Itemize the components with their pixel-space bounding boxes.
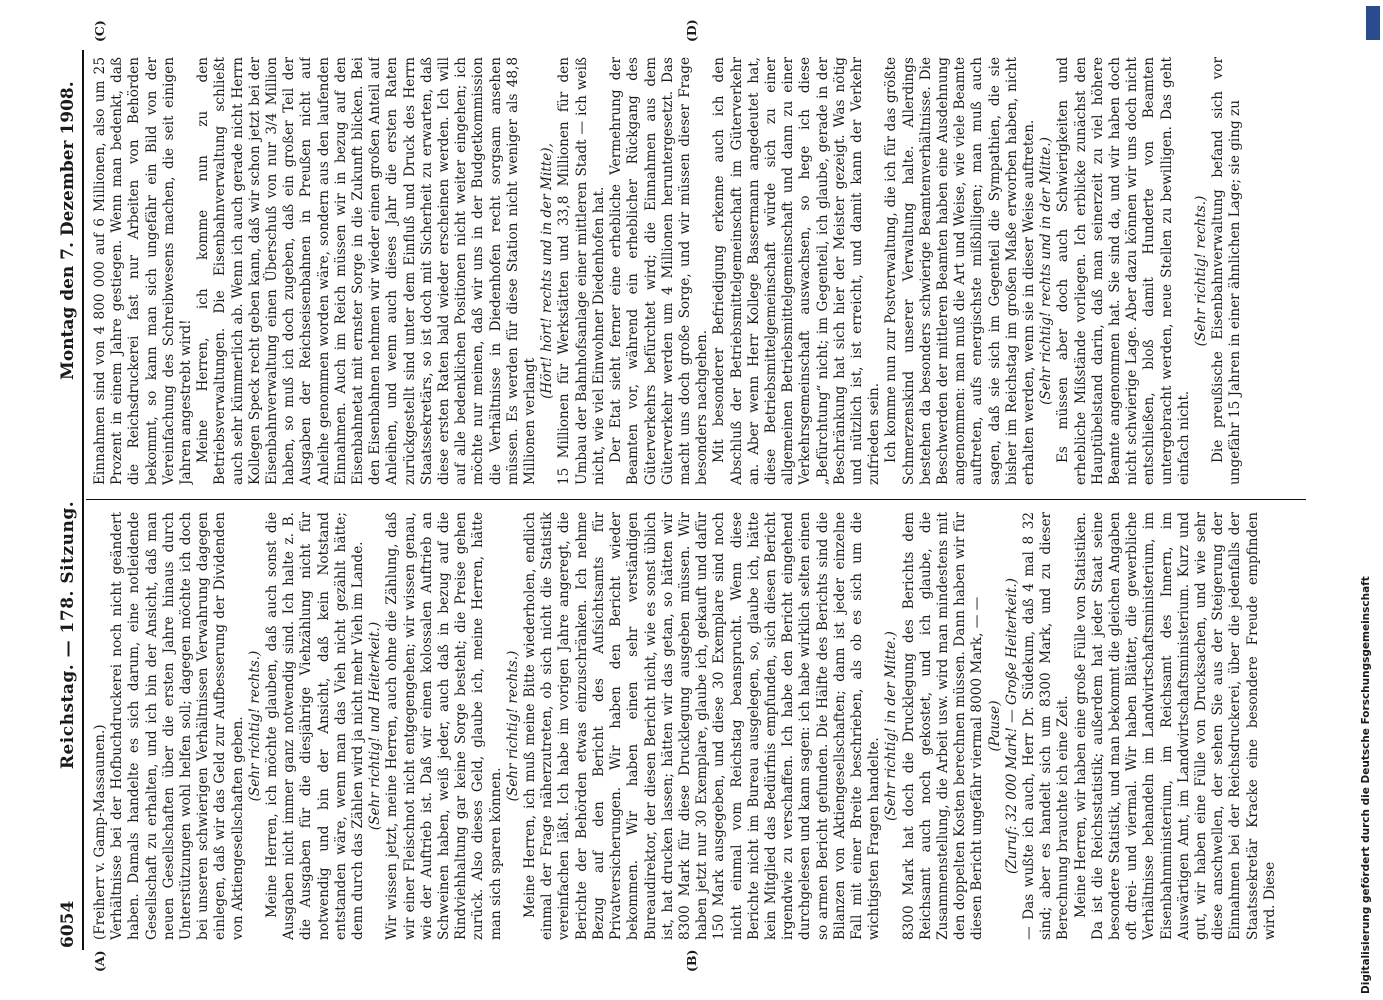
interjection: (Pause)	[986, 700, 1003, 752]
paragraph: Ich komme nun zur Postverwaltung, die ich für das größte Schmerzenskind unserer Verwaltung halte. Allerdings bestehen da besonders schwierige Beamtenverhältnisse. Die Beschwerden der mittleren Beamten haben eine Ausdehnung angenommen: man muß die Art und Weise, wie viele Beamte auftreten, aufs energischste mißbilligen; man muß auch sagen, daß sie sich im Gegenteil die Sympathien, die sie bisher im Reichstag im großen Maße erworben haben, nicht erhalten werden, wenn sie in dieser Weise auftreten.	[883, 57, 1037, 485]
margin-mark-d: (D)	[684, 19, 699, 42]
paragraph: Verhältnisse bei der Hofbuchdruckerei noch nicht geändert haben. Damals handelte es sich darum, eine notleidende Gesellschaft zu erhalten, und ich bin der Ansicht, daß man neuen Gesellschaften über die ersten Jahre hinaus durch Unterstützungen wohl helfen soll; dagegen möchte ich doch bei unseren schwierigen Verhältnissen Verwahrung dagegen einlegen, daß wir das Geld zur Aufbesserung der Dividenden von Aktiengesellschaften geben.	[109, 512, 246, 940]
paragraph: Mit besonderer Befriedigung erkenne auch ich den Abschluß der Betriebsmittelgemeinschaft im Güterverkehr an. Aber wenn Herr Kollege Bassermann angedeutet hat, diese Betriebsmittelgemeinschaft würde sich zu einer allgemeinen Betriebsmittelgemeinschaft und dann zu einer Verkehrsgemeinschaft auswachsen, so hege ich diese „Befürchtung“ nicht; im Gegenteil, ich glaube, gerade in der Beschränkung hat sich hier der Meister gezeigt. Was nötig und nützlich ist, ist erreicht, und damit kann der Verkehr zufrieden sein.	[711, 57, 883, 485]
interjection: (Sehr richtig! und Heiterkeit.)	[367, 621, 384, 831]
paragraph: — Das wußte ich auch, Herr Dr. Südekum, daß 4 mal 8 32 sind; aber es handelt sich um 8300 Mark, und zu dieser Berechnung brauchte ich eine Zeit.	[1020, 512, 1072, 940]
page-number: 6054	[58, 900, 78, 948]
right-text-column	[92, 57, 1302, 485]
paragraph: 8300 Mark hat doch die Drucklegung des Berichts dem Reichsamt auch noch gekostet, und ich glaube, die Zusammenstellung, die Arbeit usw. wird man mindestens mit den doppelten Kosten berechnen müssen. Dann haben wir für diesen Bericht ungefähr viermal 8000 Mark, — —	[900, 512, 986, 940]
digitization-credit	[1360, 6, 1380, 994]
paragraph: Der Etat sieht ferner eine erhebliche Vermehrung der Beamten vor, während ein erheblicher Rückgang des Güterverkehrs befürchtet wird; die Einnahmen aus dem Güterverkehr werden um 4 Millionen heruntergesetzt. Das macht uns doch große Sorge, und wir müssen dieser Frage besonders nachgehen.	[608, 57, 711, 485]
interjection: (Sehr richtig! rechts.)	[246, 650, 263, 802]
paragraph: (Freiherr v. Gamp-Massaunen.)	[92, 724, 108, 940]
paragraph: Meine Herren, ich möchte glauben, daß auch sonst die Ausgaben nicht immer ganz notwendig sind. Ich halte z. B. die Ausgaben für die diesjährige Viehzählung nicht für notwendig und bin der Ansicht, daß kein Notstand entstanden wäre, wenn man das Vieh nicht gezählt hätte; denn durch das Zählen wird ja nicht mehr Vieh im Lande.	[264, 512, 367, 940]
paragraph: Wir wissen jetzt, meine Herren, auch ohne die Zählung, daß wir einer Fleischnot nicht entgegengehen; wir wissen genau, wie der Auftrieb ist. Daß wir einen kolossalen Auftrieb an Schweinen haben, weiß jeder, auch daß in bezug auf die Rindviehhaltung gar keine Sorge besteht; die Preise gehen zurück. Also dieses Geld, glaube ich, meine Herren, hätte man sich sparen können.	[384, 512, 504, 940]
session-date: Montag den 7. Dezember 1908.	[58, 81, 78, 380]
header-rule	[82, 50, 84, 950]
paragraph: Meine Herren, ich komme nun zu den Betriebsverwaltungen. Die Eisenbahnverwaltung schließt auch sehr kümmerlich ab. Wenn ich auch gerade nicht Herrn Kollegen Speck recht geben kann, daß wir schon jetzt bei der Eisenbahnverwaltung einen Überschuß von nur 3/4 Million haben, so muß ich doch zugeben, daß ein großer Teil der Ausgaben der Reichseisenbahnen in Preußen nicht auf Anleihe genommen worden wäre, sondern aus den laufenden Einnahmen. Auch im Reich müssen wir in bezug auf den Eisenbahnetat mit ernster Sorge in die Zukunft blicken. Bei den Eisenbahnen nehmen wir wieder einen großen Anteil auf Anleihen, und wenn auch dieses Jahr die ersten Raten zurückgestellt sind unter dem Einfluß und Druck des Herrn Staatssekretärs, so ist doch mit Sicherheit zu erwarten, daß diese ersten Raten bald wieder erscheinen werden. Ich will auf alle bedenklichen Positionen nicht weiter eingehen; ich möchte nur meinen, daß wir uns in der Budgetkommission die Verhältnisse in Diedenhofen recht sorgsam ansehen müssen. Es werden für diese Station nicht weniger als 48,8 Millionen verlangt	[195, 57, 539, 485]
interjection: (Hört! hört! rechts und in der Mitte),	[539, 143, 556, 399]
paragraph: 15 Millionen für Werkstätten und 33,8 Millionen für den Umbau der Bahnhofsanlage einer mittleren Stadt — ich weiß nicht, wie viel Einwohner Diedenhofen hat.	[556, 57, 607, 485]
session-title: Reichstag. — 178. Sitzung.	[58, 500, 78, 770]
interjection: (Sehr richtig! rechts.)	[504, 650, 521, 802]
interjection: (Zuruf: 32 000 Mark! — Große Heiterkeit.)	[1003, 578, 1020, 874]
column-divider	[86, 499, 1306, 500]
interjection: (Sehr richtig! rechts.)	[1193, 195, 1209, 347]
margin-mark-c: (C)	[92, 20, 107, 42]
paragraph: Meine Herren, ich muß meine Bitte wiederholen, endlich einmal der Frage näherzutreten, ob sich nicht die Statistik vereinfachen läßt. Ich habe im vorigen Jahre angeregt, die Berichte der Behörden etwas einzuschränken. Ich nehme Bezug auf den Bericht des Aufsichtsamts für Privatversicherungen. Wir haben den Bericht wieder bekommen. Wir haben einen sehr verständigen Bureaudirektor, der diesen Bericht nicht, wie es sonst üblich ist, hat drucken lassen; hätten wir das getan, so hätten wir 8300 Mark für diese Drucklegung ausgeben müssen. Wir haben jetzt nur 30 Exemplare, glaube ich, gekauft und dafür 150 Mark ausgegeben, und diese 30 Exemplare sind noch nicht einmal vom Reichstag beansprucht. Wenn diese Berichte nicht im Bureau ausgelegen, so, glaube ich, hätte kein Mitglied das Bedürfnis empfunden, sich diesen Bericht irgendwie zu verschaffen. Ich habe den Bericht eingehend durchgelesen und kann sagen: ich habe wirklich selten einen so armen Bericht gefunden. Die Hälfte des Berichts sind die Bilanzen von Aktiengesellschaften; dann ist jeder einzelne Fall mit einer Breite beschrieben, als ob es sich um die wichtigsten Fragen handelte.	[522, 512, 883, 940]
paragraph: Meine Herren, wir haben eine große Fülle von Statistiken. Da ist die Reichsstatistik; außerdem hat jeder Staat seine besondere Statistik, und man bekommt die gleichen Angaben oft drei- und viermal. Wir haben Blätter, die gewerbliche Verhältnisse behandeln im Landwirtschaftsministerium, im Eisenbahnministerium, im Reichsamt des Innern, im Auswärtigen Amt, im Landwirtschaftsministerium. Kurz und gut, wir haben eine Fülle von Drucksachen, und wie sehr diese anschwellen, der sehen Sie aus der Steigerung der Einnahmen bei der Reichsdruckerei, über die jedenfalls der Staatssekretär Kracke eine besondere Freude empfinden wird. Diese	[1072, 512, 1278, 940]
paragraph: Es müssen aber doch auch Schwierigkeiten und erhebliche Mißstände vorliegen. Ich erblicke zunächst den Hauptübelstand darin, daß man seinerzeit zu viel höhere Beamte angenommen hat. Sie sind da, und wir haben doch nicht schwierige Lage. Aber dazu können wir uns doch nicht entschließen, bloß damit Hunderte von Beamten untergebracht werden, neue Stellen zu bewilligen. Das geht einfach nicht.	[1055, 57, 1192, 485]
paragraph: Einnahmen sind von 4 800 000 auf 6 Millionen, also um 25 Prozent in einem Jahre gestiegen. Wenn man bedenkt, daß die Reichsdruckerei fast nur Arbeiten von Behörden bekommt, so kann man sich ungefähr ein Bild von der Vereinfachung des Schreibwesens machen, die seit einigen Jahren angestrebt wird!	[92, 57, 195, 485]
paragraph: Die preußische Eisenbahnverwaltung befand sich vor ungefähr 15 Jahren in einer ähnlichen Lage; sie ging zu	[1210, 57, 1244, 485]
interjection: (Sehr richtig! in der Mitte.)	[883, 631, 900, 821]
interjection: (Sehr richtig! rechts und in der Mitte.)	[1038, 137, 1055, 405]
digitization-credit-text: Digitalisierung gefördert durch die Deutsche Forschungsgemeinschaft	[1360, 576, 1372, 994]
left-text-column	[92, 512, 1302, 940]
dfg-logo	[1366, 6, 1380, 40]
margin-mark-b: (B)	[684, 949, 699, 972]
margin-mark-a: (A)	[92, 950, 107, 972]
